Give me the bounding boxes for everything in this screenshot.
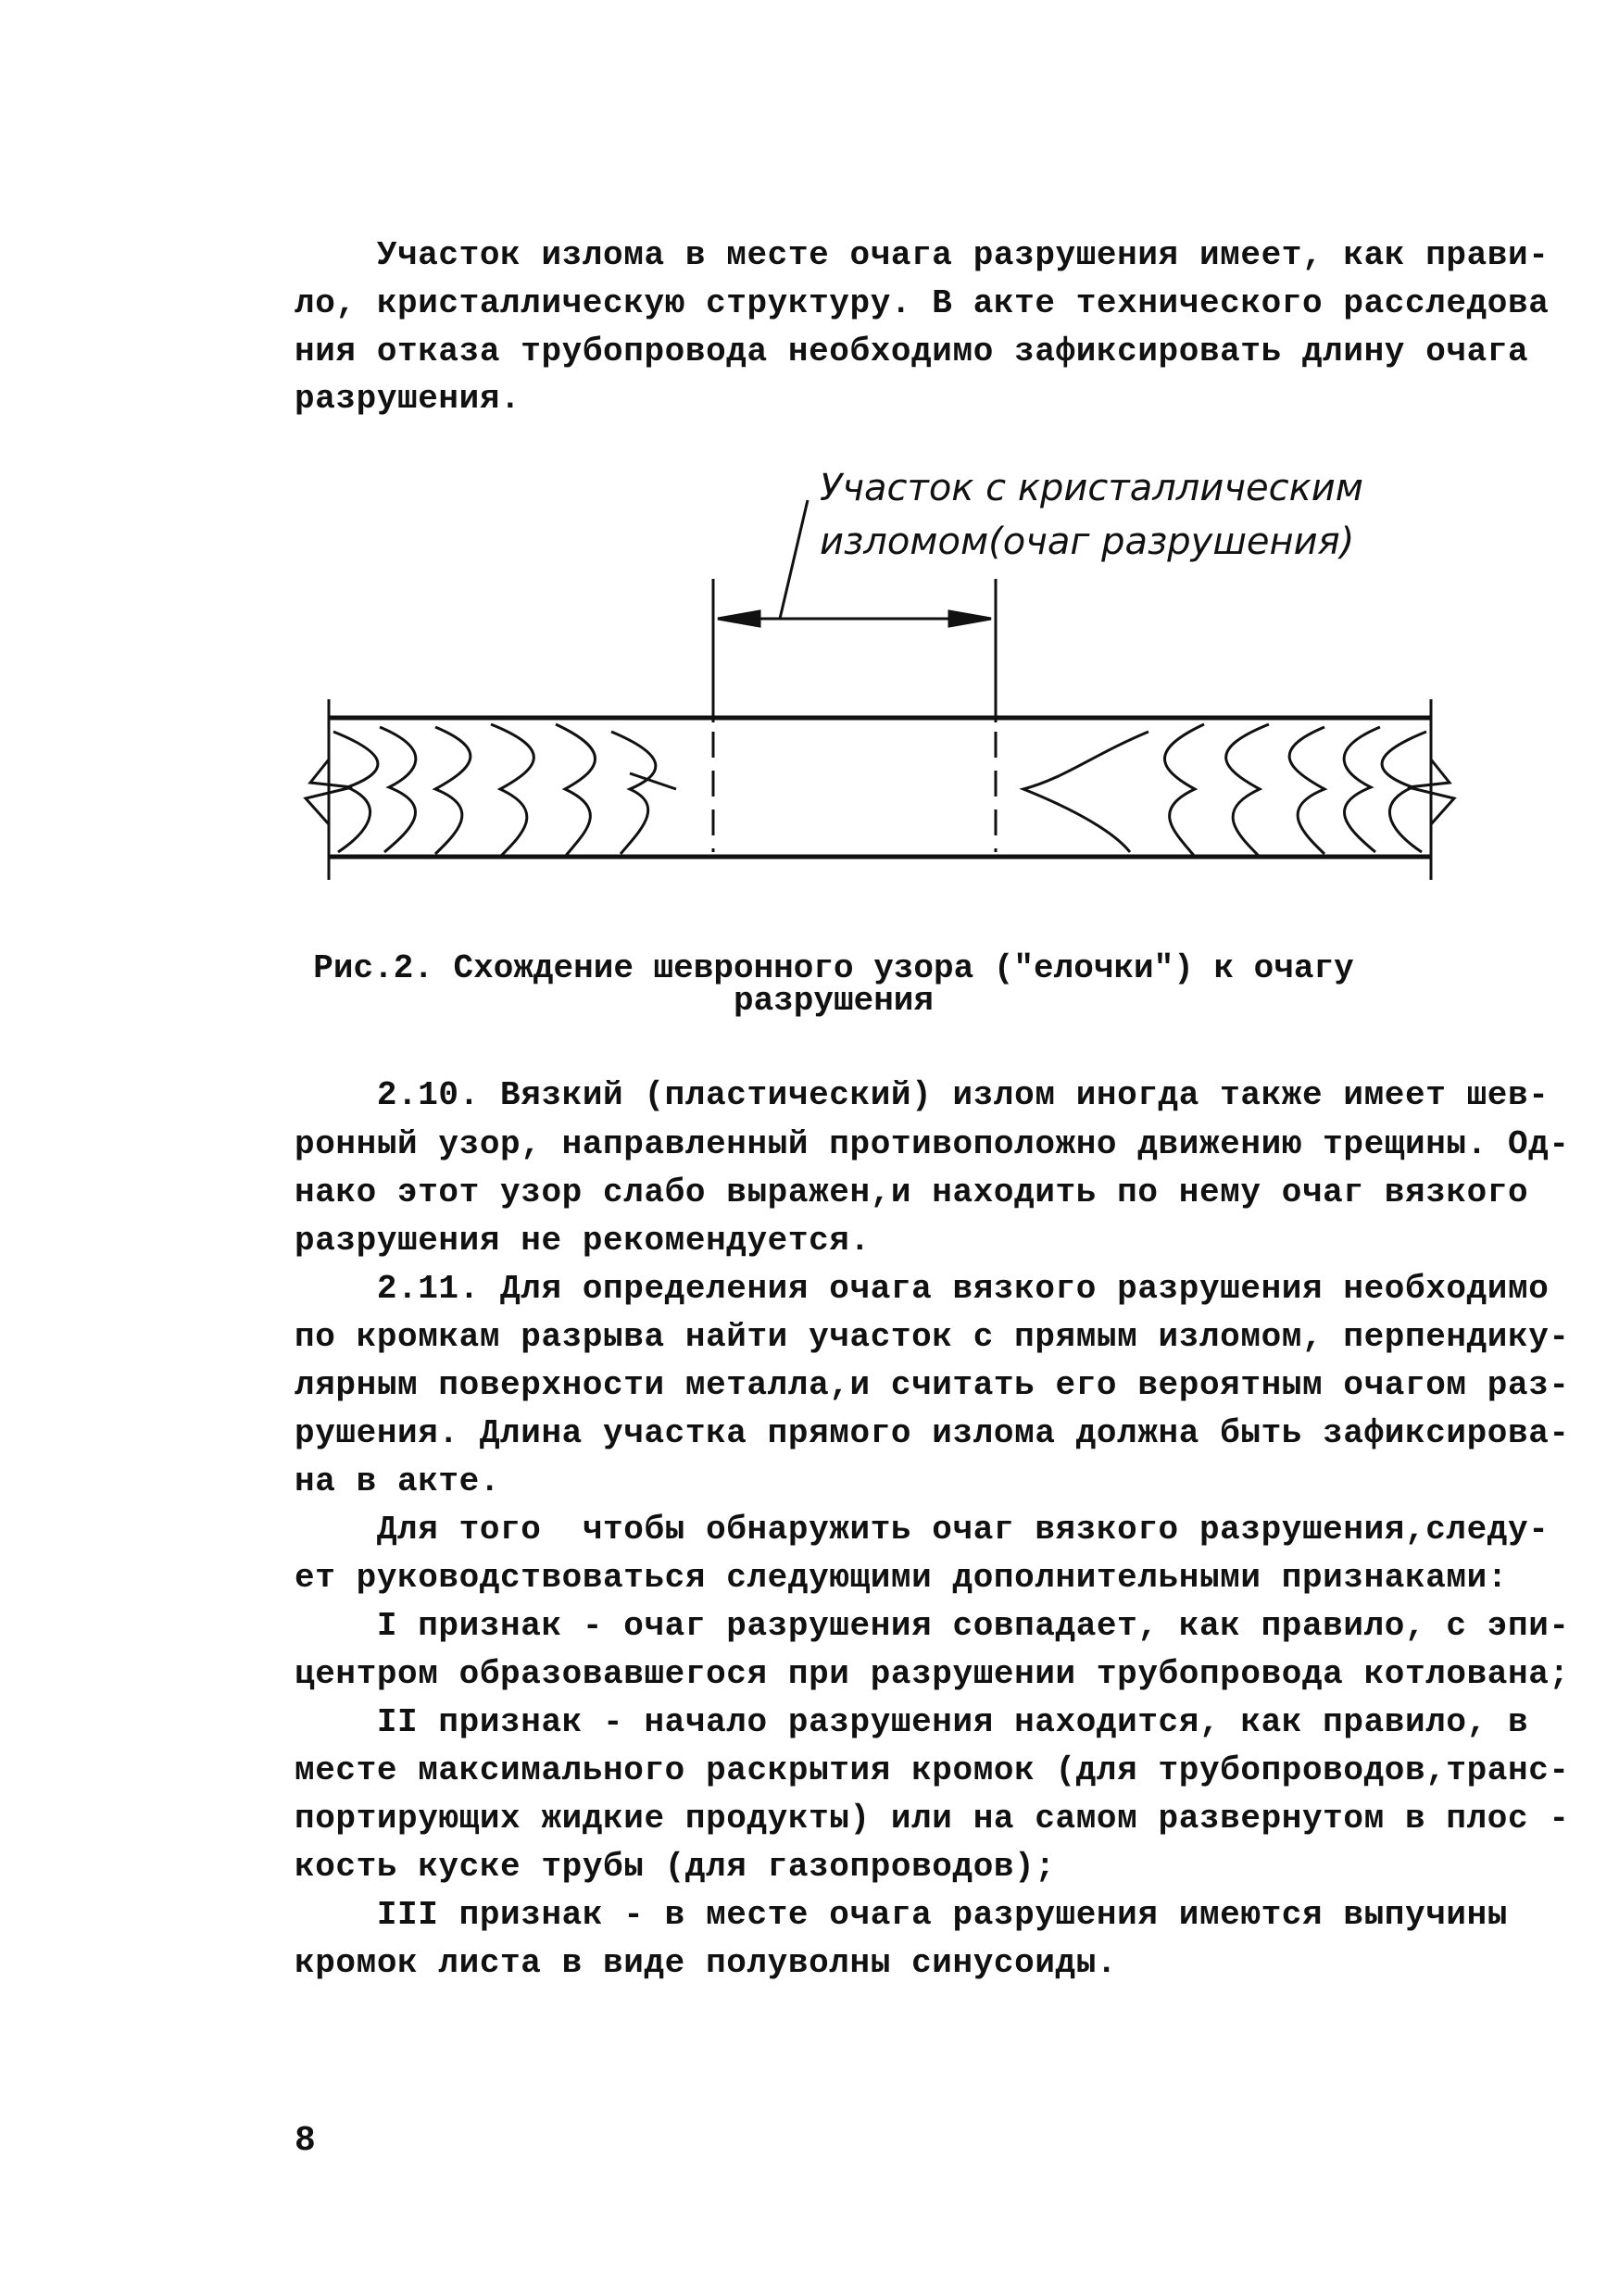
text-line: 2.11. Для определения очага вязкого разрушения необходимо <box>295 1270 1550 1308</box>
text-line: на в акте. <box>295 1462 501 1500</box>
text-line: по кромкам разрыва найти участок с прямым изломом, перпендику- <box>295 1318 1570 1356</box>
text-line: Участок излома в месте очага разрушения имеет, как прави- <box>295 236 1550 274</box>
text-line: лярным поверхности металла,и считать его вероятным очагом раз- <box>295 1366 1570 1404</box>
text-line: III признак - в месте очага разрушения имеются выпучины <box>295 1896 1509 1934</box>
annotation-line-1: Участок с кристаллическим <box>820 467 1363 509</box>
text-line: рушения. Длина участка прямого излома должна быть зафиксирова- <box>295 1414 1570 1452</box>
text-line: ния отказа трубопровода необходимо зафиксировать длину очага <box>295 332 1529 370</box>
figure-caption-line-2: разрушения <box>733 982 935 1020</box>
text-line: разрушения. <box>295 380 521 418</box>
text-line: Для того чтобы обнаружить очаг вязкого разрушения,следу- <box>295 1511 1550 1549</box>
text-line: кость куске трубы (для газопроводов); <box>295 1848 1056 1886</box>
text-line: I признак - очаг разрушения совпадает, как правило, с эпи- <box>295 1607 1570 1645</box>
annotation-line-2: изломом(очаг разрушения) <box>820 521 1355 563</box>
text-line: 2.10. Вязкий (пластический) излом иногда также имеет шев- <box>295 1076 1550 1114</box>
text-line: кромок листа в виде полуволны синусоиды. <box>295 1944 1118 1982</box>
text-line: ло, кристаллическую структуру. В акте технического расследова <box>295 284 1550 322</box>
text-line: разрушения не рекомендуется. <box>295 1222 871 1260</box>
figure-caption-line-1: Рис.2. Схождение шевронного узора ("елочки") к очагу <box>313 949 1354 987</box>
text-line: ет руководствоваться следующими дополнительными признаками: <box>295 1559 1509 1597</box>
text-line: месте максимального раскрытия кромок (для трубопроводов,транс- <box>295 1751 1570 1789</box>
page-number: 8 <box>295 2121 316 2161</box>
text-line: ронный узор, направленный противоположно движению трещины. Од- <box>295 1125 1570 1163</box>
chevron-pattern-figure <box>0 445 1619 926</box>
text-line: II признак - начало разрушения находится, как правило, в <box>295 1703 1529 1741</box>
text-line: портирующих жидкие продукты) или на самом развернутом в плос - <box>295 1800 1570 1838</box>
text-line: нако этот узор слабо выражен,и находить по нему очаг вязкого <box>295 1173 1529 1211</box>
text-line: центром образовавшегося при разрушении трубопровода котлована; <box>295 1655 1570 1693</box>
